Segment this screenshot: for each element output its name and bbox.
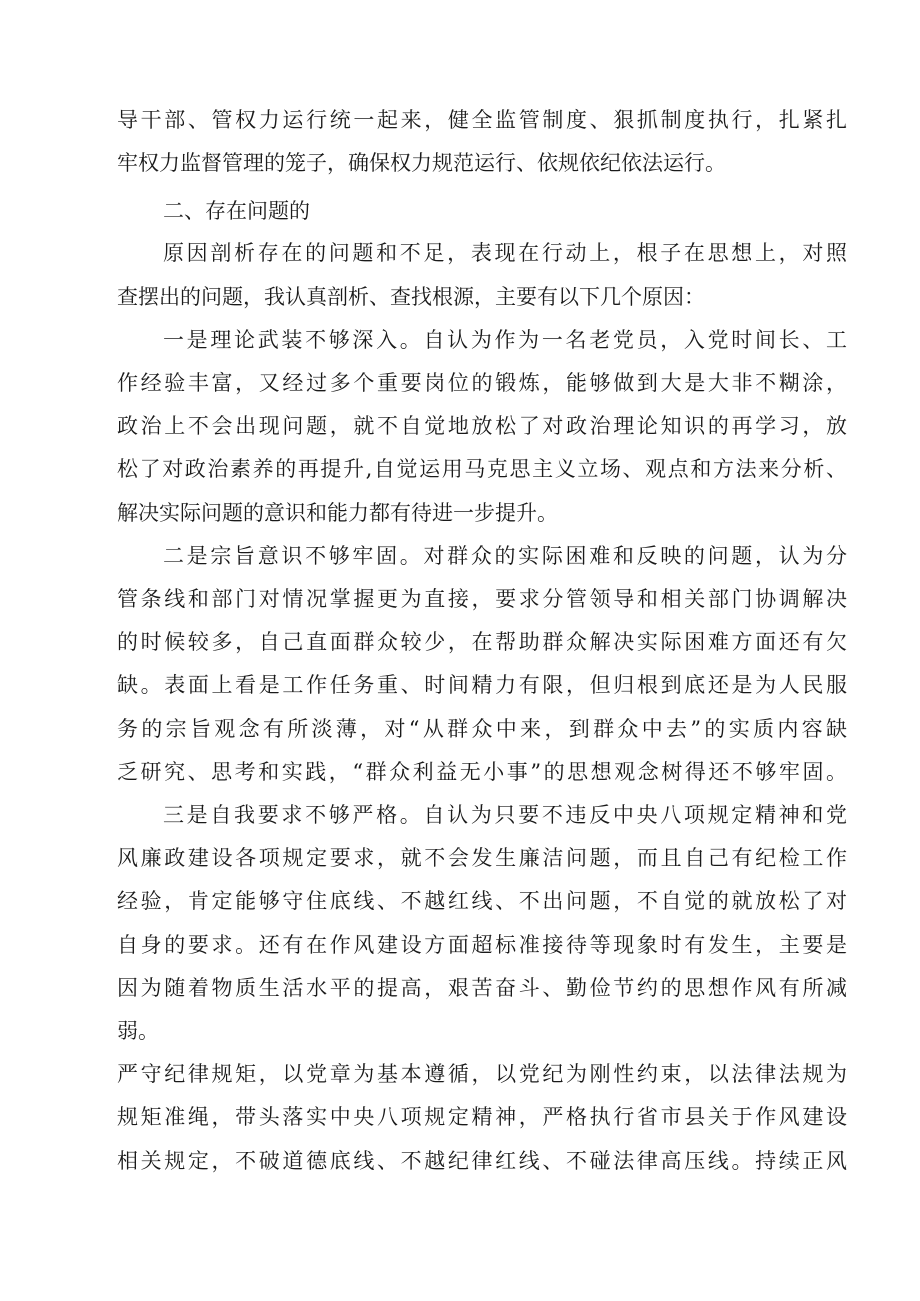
text-line: 乏研究、思考和实践，“群众利益无小事”的思想观念树得还不够牢固。 [117, 760, 847, 784]
text-line: 二是宗旨意识不够牢固。对群众的实际困难和反映的问题，认为分 [163, 544, 847, 568]
text-line: 规矩准绳，带头落实中央八项规定精神，严格执行省市县关于作风建设 [117, 1105, 847, 1129]
text-line: 一是理论武装不够深入。自认为作为一名老党员，入党时间长、工 [163, 328, 847, 352]
text-line: 政治上不会出现问题，就不自觉地放松了对政治理论知识的再学习，放 [117, 414, 847, 438]
text-line: 务的宗旨观念有所淡薄，对“从群众中来，到群众中去”的实质内容缺 [117, 717, 847, 741]
text-line: 查摆出的问题，我认真剖析、查找根源，主要有以下几个原因： [117, 285, 705, 309]
text-line: 松了对政治素养的再提升,自觉运用马克思主义立场、观点和方法来分析、 [117, 457, 847, 481]
text-line: 的时候较多，自己直面群众较少，在帮助群众解决实际困难方面还有欠 [117, 630, 847, 654]
text-line: 三是自我要求不够严格。自认为只要不违反中央八项规定精神和党 [163, 803, 847, 827]
text-line: 风廉政建设各项规定要求，就不会发生廉洁问题，而且自己有纪检工作 [117, 846, 847, 870]
text-line: 解决实际问题的意识和能力都有待进一步提升。 [117, 501, 558, 525]
text-line: 管条线和部门对情况掌握更为直接，要求分管领导和相关部门协调解决 [117, 587, 847, 611]
text-line: 原因剖析存在的问题和不足，表现在行动上，根子在思想上，对照 [163, 241, 847, 265]
text-line: 经验，肯定能够守住底线、不越红线、不出问题，不自觉的就放松了对 [117, 889, 847, 913]
text-line: 缺。表面上看是工作任务重、时间精力有限，但归根到底还是为人民服 [117, 673, 847, 697]
text-line: 相关规定，不破道德底线、不越纪律红线、不碰法律高压线。持续正风 [117, 1149, 847, 1173]
text-line: 牢权力监督管理的笼子，确保权力规范运行、依规依纪依法运行。 [117, 151, 726, 175]
text-line: 自身的要求。还有在作风建设方面超标准接待等现象时有发生，主要是 [117, 933, 847, 957]
text-line: 弱。 [117, 1019, 159, 1043]
section-heading: 二、存在问题的 [163, 199, 310, 223]
text-line: 导干部、管权力运行统一起来，健全监管制度、狠抓制度执行，扎紧扎 [117, 108, 847, 132]
text-line: 严守纪律规矩，以党章为基本遵循，以党纪为刚性约束，以法律法规为 [117, 1062, 847, 1086]
text-line: 作经验丰富，又经过多个重要岗位的锻炼，能够做到大是大非不糊涂， [117, 371, 847, 395]
text-line: 因为随着物质生活水平的提高，艰苦奋斗、勤俭节约的思想作风有所减 [117, 976, 847, 1000]
